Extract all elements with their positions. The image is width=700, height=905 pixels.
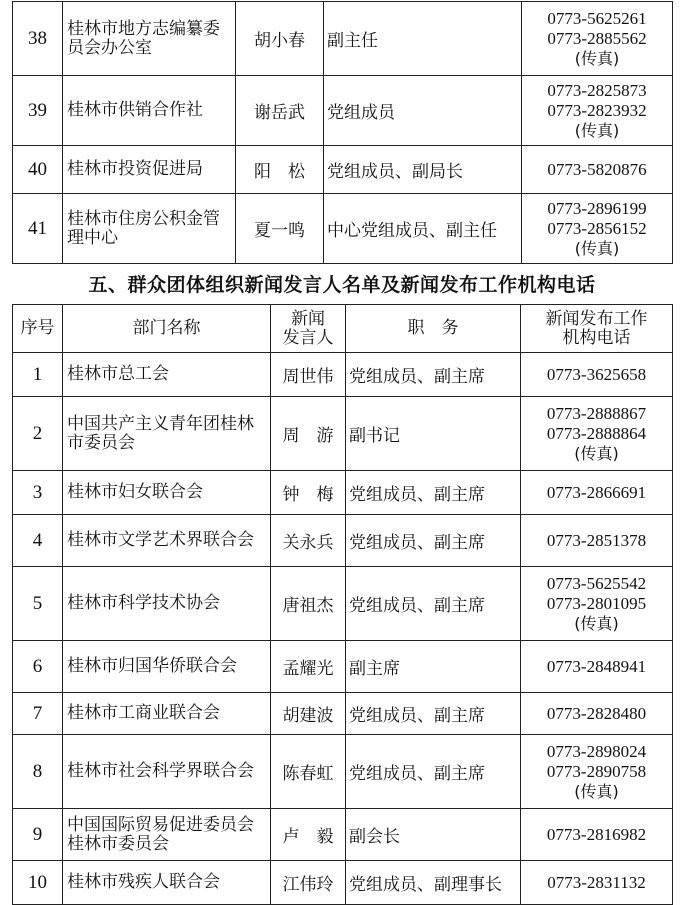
position-title: 副书记 [346,397,521,471]
department-name: 桂林市妇女联合会 [63,471,271,515]
phone-number: 0773-5820876 [547,159,647,179]
phone-number: 0773-2831132 [547,872,646,892]
spokesperson-table-continued [12,1,673,264]
phone-number: 0773-5625261 [547,8,647,28]
header-person-line2: 发言人 [282,327,334,348]
department-name: 桂林市文学艺术界联合会 [63,515,271,567]
spokesperson-name: 谢岳武 [236,76,324,146]
department-name: 桂林市供销合作社 [63,76,236,146]
spokesperson-name: 唐祖杰 [271,567,346,641]
row-number: 10 [13,861,63,905]
row-number: 40 [13,146,63,194]
spokesperson-name: 孟耀光 [271,641,346,693]
phone-cell [522,194,673,264]
phone-number: 0773-2898024 [546,741,647,761]
spokesperson-name: 卢 毅 [271,809,346,861]
phone-cell [521,735,673,809]
department-name: 桂林市工商业联合会 [63,693,271,735]
table-row [13,515,673,567]
spokesperson-name: 钟 梅 [271,471,346,515]
position-title: 党组成员、副局长 [324,146,522,194]
phone-number: 0773-2888864 [546,423,647,443]
row-number: 7 [13,693,63,735]
spokesperson-name: 陈春虹 [271,735,346,809]
phone-number: 0773-2856152 [547,218,647,238]
table-row [13,735,673,809]
phone-number: 0773-3625658 [546,364,647,384]
position-title: 党组成员、副理事长 [346,861,521,905]
spokesperson-name: 周 游 [271,397,346,471]
phone-number: 0773-2816982 [546,824,647,844]
phone-cell [521,567,673,641]
spokesperson-name: 周世伟 [271,353,346,397]
position-title: 中心党组成员、副主任 [324,194,522,264]
phone-number: 0773-2828480 [546,703,647,723]
phone-cell [521,471,673,515]
table-row [13,809,673,861]
header-person [271,305,346,353]
spokesperson-name: 阳 松 [236,146,324,194]
phone-cell [521,861,673,905]
position-title: 党组成员、副主席 [346,353,521,397]
table-row [13,471,673,515]
phone-cell [521,515,673,567]
fax-label: (传真) [574,238,620,258]
phone-number: 0773-2823932 [547,100,647,120]
spokesperson-name: 夏一鸣 [236,194,324,264]
phone-cell [521,353,673,397]
phone-number: 0773-2851378 [546,530,647,550]
row-number: 8 [13,735,63,809]
header-person-line1: 新闻 [291,308,325,329]
phone-cell [522,2,673,76]
phone-cell [522,76,673,146]
position-title: 党组成员、副主席 [346,515,521,567]
section-title: 五、群众团体组织新闻发言人名单及新闻发布工作机构电话 [88,274,596,296]
table-row [13,76,673,146]
header-phone [521,305,673,353]
row-number: 38 [13,2,63,76]
spokesperson-name: 关永兵 [271,515,346,567]
table-row [13,693,673,735]
position-title: 副主任 [324,2,522,76]
position-title: 党组成员 [324,76,522,146]
row-number: 3 [13,471,63,515]
department-name: 桂林市地方志编纂委员会办公室 [63,2,236,76]
row-number: 4 [13,515,63,567]
table-row [13,397,673,471]
fax-label: (传真) [574,120,620,140]
fax-label: (传真) [574,781,619,801]
row-number: 41 [13,194,63,264]
table-row [13,146,673,194]
table-header-row [13,305,673,353]
phone-cell [522,146,673,194]
phone-cell [521,397,673,471]
spokesperson-name: 胡建波 [271,693,346,735]
department-name: 桂林市科学技术协会 [63,567,271,641]
phone-number: 0773-2801095 [546,593,647,613]
spokesperson-name: 江伟玲 [271,861,346,905]
mass-organizations-table [12,304,673,905]
header-phone-line2: 机构电话 [562,327,631,348]
fax-label: (传真) [574,48,620,68]
phone-number: 0773-2848941 [546,656,647,676]
header-title: 职 务 [346,305,521,353]
phone-number: 0773-2866691 [546,482,647,502]
department-name: 桂林市总工会 [63,353,271,397]
table-row [13,861,673,905]
position-title: 党组成员、副主席 [346,693,521,735]
department-name: 中国国际贸易促进委员会桂林市委员会 [63,809,271,861]
header-dept: 部门名称 [63,305,271,353]
row-number: 9 [13,809,63,861]
phone-number: 0773-2888867 [546,403,647,423]
department-name: 桂林市归国华侨联合会 [63,641,271,693]
phone-cell [521,693,673,735]
phone-number: 0773-5625542 [546,573,647,593]
position-title: 党组成员、副主席 [346,471,521,515]
row-number: 5 [13,567,63,641]
position-title: 副主席 [346,641,521,693]
department-name: 桂林市社会科学界联合会 [63,735,271,809]
table-row [13,2,673,76]
position-title: 党组成员、副主席 [346,735,521,809]
phone-number: 0773-2825873 [547,80,647,100]
row-number: 1 [13,353,63,397]
phone-number: 0773-2890758 [546,761,647,781]
header-no: 序号 [13,305,63,353]
phone-number: 0773-2896199 [547,198,647,218]
spokesperson-name: 胡小春 [236,2,324,76]
table-row [13,641,673,693]
table-row [13,194,673,264]
header-phone-line1: 新闻发布工作 [545,308,648,329]
phone-cell [521,641,673,693]
table-row [13,353,673,397]
fax-label: (传真) [574,443,619,463]
position-title: 副会长 [346,809,521,861]
department-name: 桂林市残疾人联合会 [63,861,271,905]
row-number: 2 [13,397,63,471]
phone-number: 0773-2885562 [547,28,647,48]
department-name: 桂林市投资促进局 [63,146,236,194]
department-name: 中国共产主义青年团桂林市委员会 [63,397,271,471]
position-title: 党组成员、副主席 [346,567,521,641]
row-number: 6 [13,641,63,693]
row-number: 39 [13,76,63,146]
phone-cell [521,809,673,861]
fax-label: (传真) [574,613,619,633]
table-row [13,567,673,641]
department-name: 桂林市住房公积金管理中心 [63,194,236,264]
